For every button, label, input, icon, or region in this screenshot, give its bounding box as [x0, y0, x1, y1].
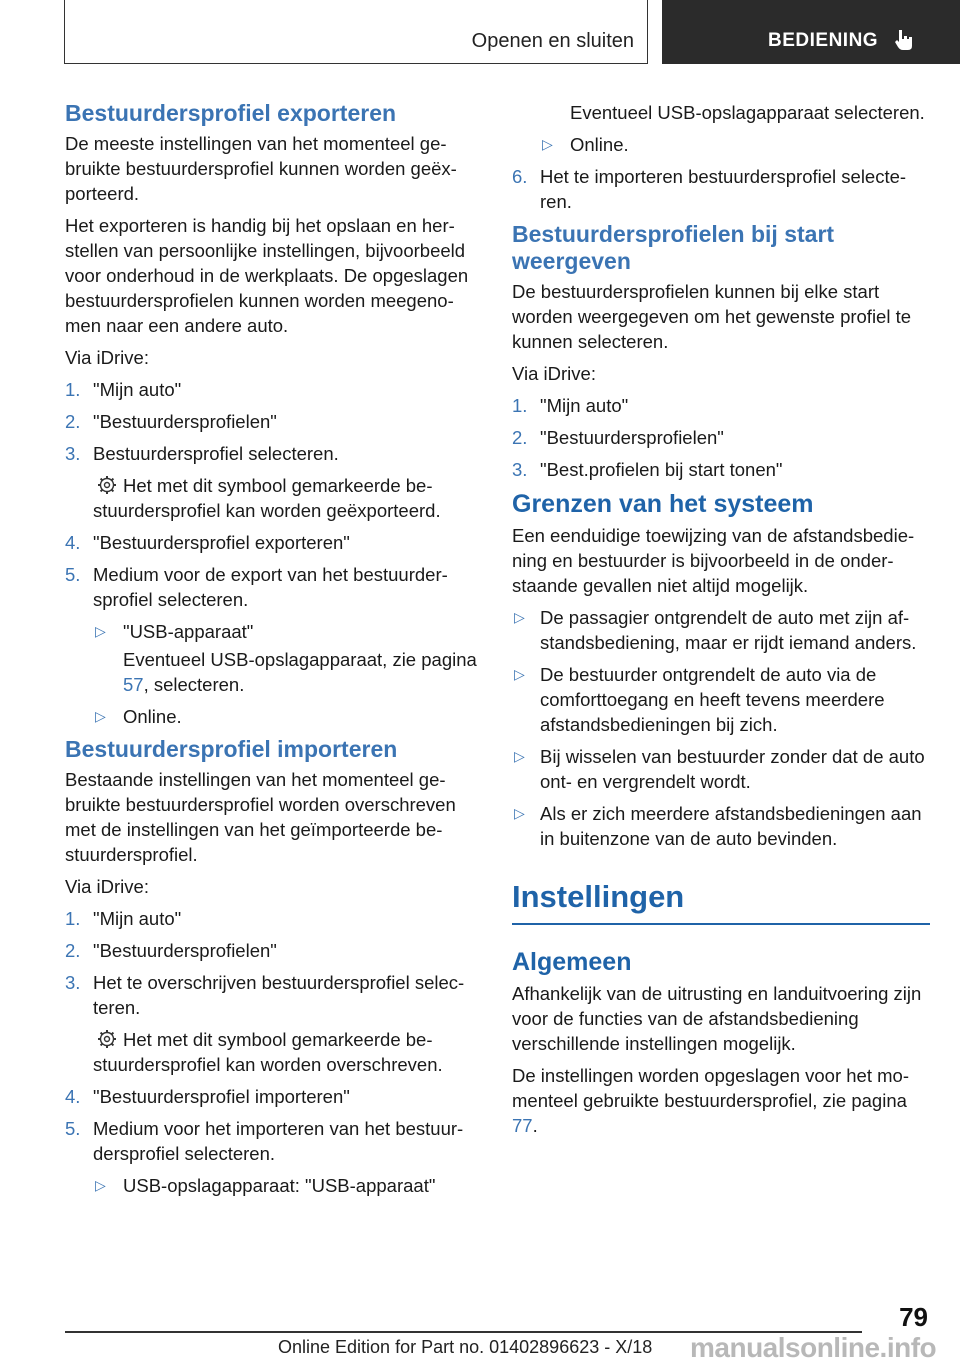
import-medium-options [93, 1173, 480, 1198]
import-via: Via iDrive: [65, 876, 149, 897]
export-steps-cont [65, 530, 480, 612]
list-item: ▷ Online. [95, 706, 182, 727]
import-steps-cont [65, 1084, 480, 1166]
settings-chapter-heading: Instellingen [512, 879, 685, 914]
start-via: Via iDrive: [512, 363, 596, 384]
list-item: 5. Medium voor het importeren van het bestuurdersprofiel selecteren. [65, 1118, 464, 1164]
chapter-label: BEDIENING [768, 30, 879, 51]
right-column [512, 100, 930, 1145]
list-item: 2. "Bestuurdersprofielen" [65, 411, 277, 432]
list-item: 2. "Bestuurdersprofielen" [65, 940, 277, 961]
import-usb-note: Eventueel USB-opslagapparaat selecteren. [570, 102, 925, 123]
list-item: ▷ USB-opslagapparaat: "USB-apparaat" [95, 1175, 436, 1196]
limits-paragraph-1: Een eenduidige toewijzing van de afstandsbediening en bestuurder is bijvoorbeeld in de onderstaande gevallen niet altijd mogelijk. [512, 525, 915, 596]
list-item: 5. Medium voor de export van het bestuurdersprofiel selecteren. [65, 564, 448, 610]
list-item: 1. "Mijn auto" [65, 379, 182, 400]
list-item: 3. "Best.profielen bij start tonen" [512, 459, 783, 480]
export-heading: Bestuurdersprofiel exporteren [65, 100, 397, 126]
general-paragraph-2: De instellingen worden opgeslagen voor het momenteel gebruikte bestuurdersprofiel, zie pagina 77. [512, 1065, 909, 1136]
start-steps [512, 393, 930, 482]
list-item: 1. "Mijn auto" [65, 908, 182, 929]
list-item: ▷ Bij wisselen van bestuurder zonder dat de auto ont- en vergrendelt wordt. [514, 746, 925, 792]
watermark: manualsonline.info [690, 1332, 937, 1363]
left-column [65, 100, 480, 1205]
export-via: Via iDrive: [65, 347, 149, 368]
list-item: 4. "Bestuurdersprofiel importeren" [65, 1086, 350, 1107]
import-step-6 [512, 164, 930, 214]
list-item: ▷ Als er zich meerdere afstandsbedieningen aan in buitenzone van de auto bevinden. [514, 803, 922, 849]
list-item: ▷ De passagier ontgrendelt de auto met zijn afstandsbediening, maar er rijdt iemand anders. [514, 607, 917, 653]
start-paragraph-1: De bestuurdersprofielen kunnen bij elke start worden weergegeven om het gewenste profiel te kunnen selecteren. [512, 281, 912, 352]
import-medium-options-2 [540, 132, 930, 157]
page-number: 79 [899, 1302, 928, 1332]
list-item: 1. "Mijn auto" [512, 395, 629, 416]
start-heading: Bestuurdersprofielen bij start weergeven [512, 221, 835, 274]
gear-icon [97, 475, 117, 495]
list-item: 3. Bestuurdersprofiel selecteren. [65, 443, 339, 464]
export-medium-options [93, 619, 480, 644]
header-section-title: Openen en sluiten [471, 30, 634, 52]
limits-bullets [512, 605, 930, 851]
limits-heading: Grenzen van het systeem [512, 490, 814, 518]
export-steps [65, 377, 480, 466]
general-heading: Algemeen [512, 948, 632, 976]
page-link-57[interactable]: 57 [123, 674, 144, 695]
import-heading: Bestuurdersprofiel importeren [65, 736, 398, 762]
list-item: ▷ "USB-apparaat" [95, 621, 254, 642]
import-paragraph-1: Bestaande instellingen van het momenteel gebruikte bestuurdersprofiel worden overschreven met de instellingen van het geïmporteerde bestuurdersprofiel. [65, 769, 456, 865]
list-item: 3. Het te overschrijven bestuurdersprofiel selecteren. [65, 972, 465, 1018]
import-note: Het met dit symbool gemarkeerde bestuurdersprofiel kan worden overschreven. [93, 1029, 443, 1075]
import-steps [65, 906, 480, 1020]
list-item: ▷ De bestuurder ontgrendelt de auto via de comforttoegang en heeft tevens meerdere afstandsbedieningen bij zich. [514, 664, 885, 735]
header-chapter-tab [662, 0, 960, 64]
list-item: ▷ Online. [542, 134, 629, 155]
pointing-hand-icon [894, 28, 916, 57]
footer-edition: Online Edition for Part no. 01402896623 - X/18 [278, 1337, 653, 1357]
export-paragraph-1: De meeste instellingen van het momenteel gebruikte bestuurdersprofiel kunnen worden geëxporteerd. [65, 133, 457, 204]
export-paragraph-2: Het exporteren is handig bij het opslaan en herstellen van persoonlijke instellingen, bijvoorbeeld voor onderhoud in de werkplaats. De opgeslagen bestuurdersprofielen kunnen worden meegenomen naar een andere auto. [65, 215, 469, 336]
gear-icon [97, 1029, 117, 1049]
export-usb-note: Eventueel USB-opslagapparaat, zie pagina 57, selecteren. [123, 649, 477, 695]
export-note: Het met dit symbool gemarkeerde bestuurdersprofiel kan worden geëxporteerd. [93, 475, 441, 521]
export-medium-options-2 [93, 704, 480, 729]
general-paragraph-1: Afhankelijk van de uitrusting en landuitvoering zijn voor de functies van de afstandsbediening verschillende instellingen mogelijk. [512, 983, 922, 1054]
list-item: 6. Het te importeren bestuurdersprofiel selecteren. [512, 166, 907, 212]
list-item: 2. "Bestuurdersprofielen" [512, 427, 724, 448]
list-item: 4. "Bestuurdersprofiel exporteren" [65, 532, 350, 553]
chapter-divider [512, 923, 930, 925]
page-link-77[interactable]: 77 [512, 1115, 533, 1136]
